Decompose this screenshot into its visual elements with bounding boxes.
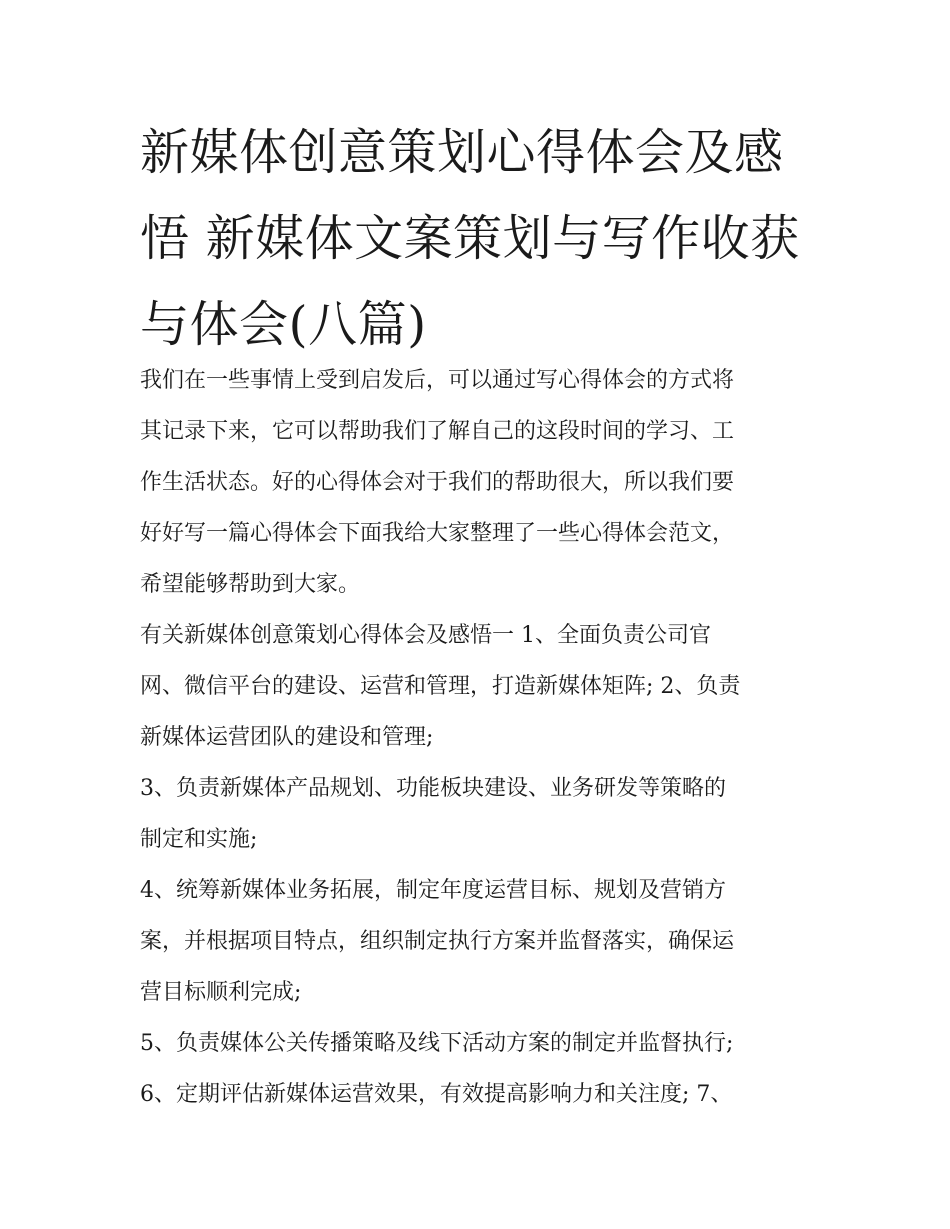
list-paragraph bbox=[140, 865, 830, 1018]
document-title bbox=[140, 110, 820, 368]
list-paragraph bbox=[140, 1018, 830, 1069]
document-body bbox=[140, 355, 830, 1120]
intro-paragraph bbox=[140, 355, 830, 610]
text-line: 4、统筹新媒体业务拓展，制定年度运营目标、规划及营销方 bbox=[140, 878, 726, 903]
title-line: 与体会(八篇) bbox=[140, 296, 427, 353]
title-line: 新媒体创意策划心得体会及感 bbox=[140, 124, 784, 181]
list-paragraph bbox=[140, 763, 830, 865]
text-line: 作生活状态。好的心得体会对于我们的帮助很大，所以我们要 bbox=[140, 470, 735, 495]
list-paragraph bbox=[140, 1069, 830, 1120]
text-line: 案，并根据项目特点，组织制定执行方案并监督落实，确保运 bbox=[140, 929, 735, 954]
text-line: 5、负责媒体公关传播策略及线下活动方案的制定并监督执行; bbox=[140, 1031, 734, 1056]
text-line: 好好写一篇心得体会下面我给大家整理了一些心得体会范文， bbox=[140, 521, 735, 546]
text-line: 我们在一些事情上受到启发后，可以通过写心得体会的方式将 bbox=[140, 368, 735, 393]
text-line: 新媒体运营团队的建设和管理; bbox=[140, 725, 434, 750]
text-line: 营目标顺利完成; bbox=[140, 980, 302, 1005]
title-line: 悟 新媒体文案策划与写作收获 bbox=[140, 210, 800, 267]
text-line: 有关新媒体创意策划心得体会及感悟一 1、全面负责公司官 bbox=[140, 623, 711, 648]
text-line: 6、定期评估新媒体运营效果，有效提高影响力和关注度; 7、 bbox=[140, 1082, 733, 1107]
text-line: 3、负责新媒体产品规划、功能板块建设、业务研发等策略的 bbox=[140, 776, 726, 801]
section-paragraph bbox=[140, 610, 830, 763]
text-line: 希望能够帮助到大家。 bbox=[140, 572, 361, 597]
text-line: 网、微信平台的建设、运营和管理，打造新媒体矩阵; 2、负责 bbox=[140, 674, 741, 699]
text-line: 制定和实施; bbox=[140, 827, 258, 852]
text-line: 其记录下来，它可以帮助我们了解自己的这段时间的学习、工 bbox=[140, 419, 735, 444]
